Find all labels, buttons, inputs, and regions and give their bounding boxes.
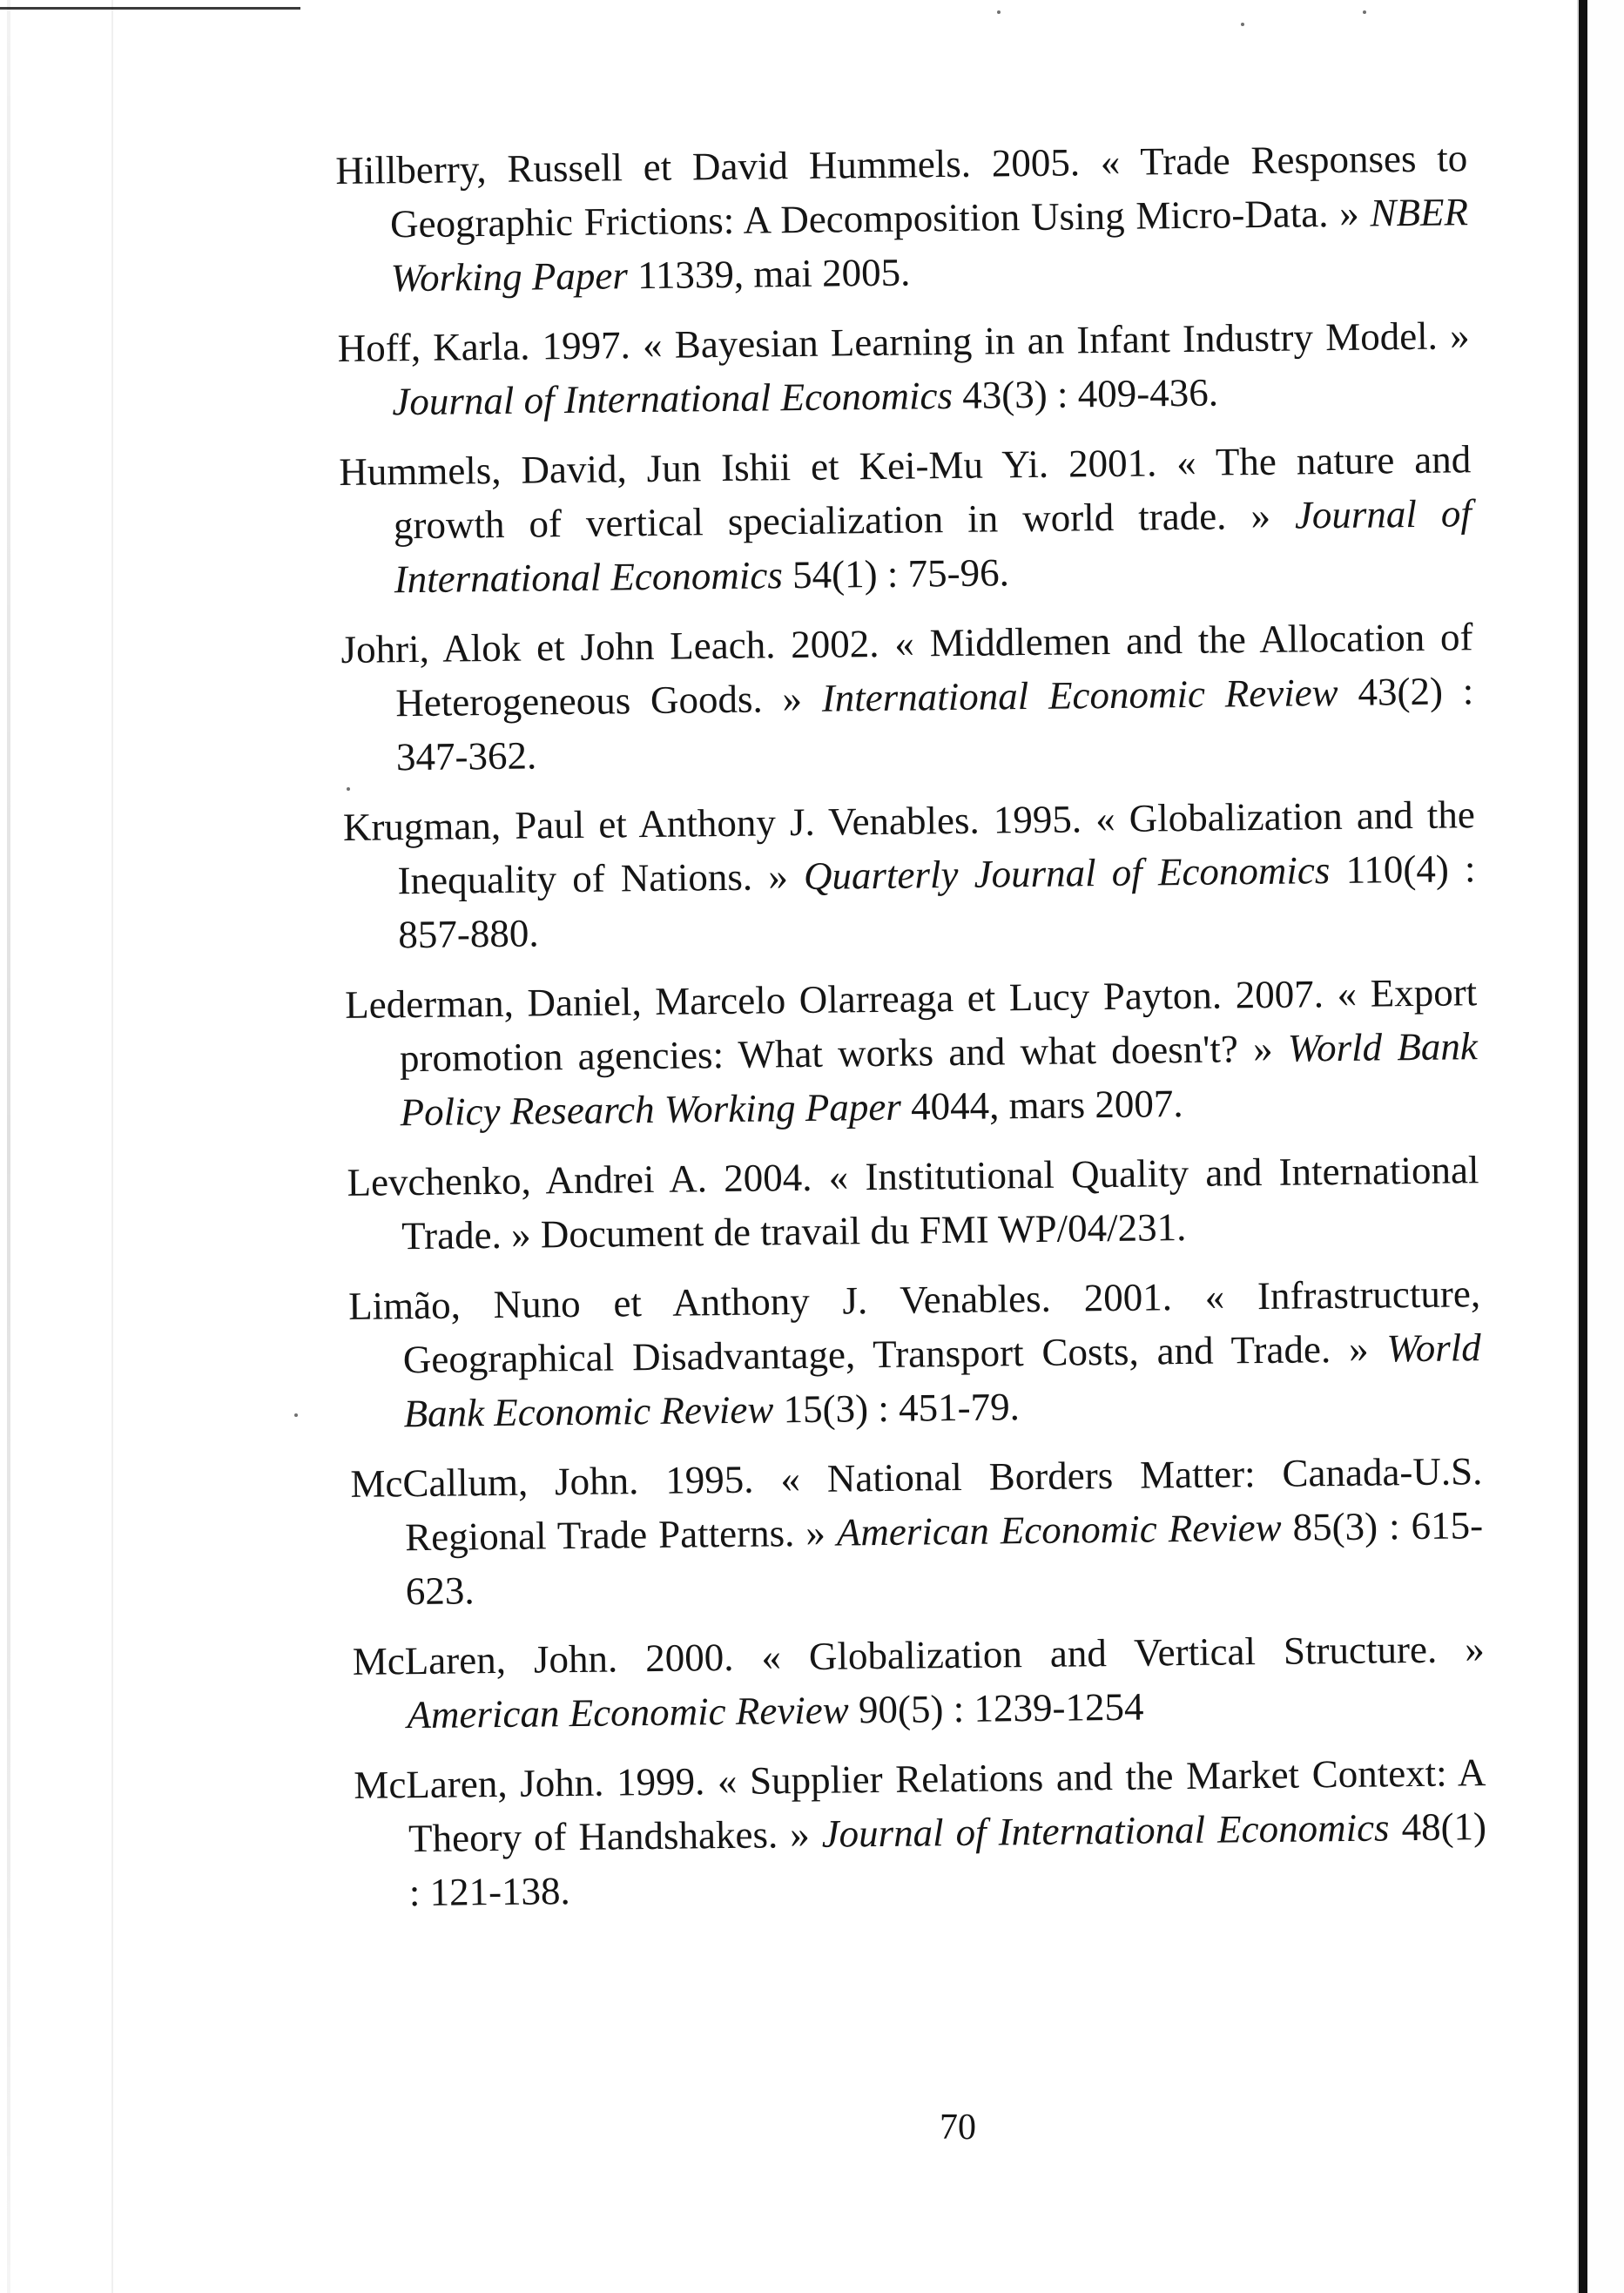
reference-entry: Johri, Alok et John Leach. 2002. « Middlemen and the Allocation of Heterogeneous Goods. » International Economic Review 43(2) : 347-362. [340, 615, 1474, 779]
reference-entry: McLaren, John. 1999. « Supplier Relations and the Market Context: A Theory of Handshakes. » Journal of International Economics 48(1) : 121-138. [354, 1750, 1487, 1915]
reference-entry: Hillberry, Russell et David Hummels. 2005. « Trade Responses to Geographic Frictions: A Decomposition Using Micro-Data. » NBER Working Paper 11339, mai 2005. [335, 136, 1469, 300]
publication-title: NBER Working Paper [390, 190, 1469, 300]
page-number: 70 [940, 2108, 976, 2148]
publication-title: World Bank Policy Research Working Paper [400, 1024, 1479, 1135]
reference-entry: Hoff, Karla. 1997. « Bayesian Learning in an Infant Industry Model. » Journal of International Economics 43(3) : 409-436. [337, 314, 1470, 424]
reference-entry: Hummels, David, Jun Ishii et Kei-Mu Yi. 2001. « The nature and growth of vertical specialization in world trade. » Journal of International Economics 54(1) : 75-96. [338, 437, 1472, 602]
reference-entry: Krugman, Paul et Anthony J. Venables. 1995. « Globalization and the Inequality of Nations. » Quarterly Journal of Economics 110(4) : 857-880. [342, 792, 1476, 957]
scan-speck [1363, 10, 1366, 14]
publication-title: American Economic Review [836, 1505, 1282, 1555]
scan-edge-top-rule [0, 7, 300, 10]
publication-title: Quarterly Journal of Economics [803, 848, 1331, 898]
scan-speck [997, 10, 1001, 14]
publication-title: American Economic Review [407, 1688, 850, 1737]
publication-title: Journal of International Economics [821, 1805, 1390, 1856]
reference-entry: McLaren, John. 2000. « Globalization and Vertical Structure. » American Economic Review 90(5) : 1239-1254 [352, 1627, 1485, 1737]
publication-title: Journal of International Economics [394, 491, 1472, 602]
publication-title: International Economic Review [821, 670, 1338, 720]
scan-speck [1241, 23, 1244, 26]
reference-entry: Limão, Nuno et Anthony J. Venables. 2001. « Infrastructure, Geographical Disadvantage, Transport Costs, and Trade. » World Bank Economic Review 15(3) : 451-79. [347, 1271, 1482, 1436]
scan-binding-shadow [7, 0, 10, 2293]
scan-right-page-edge [1579, 0, 1624, 2293]
reference-entry: McCallum, John. 1995. « National Borders Matter: Canada-U.S. Regional Trade Patterns. » American Economic Review 85(3) : 615-623. [350, 1449, 1484, 1614]
publication-title: World Bank Economic Review [403, 1325, 1482, 1436]
scan-binding-line [111, 0, 113, 2293]
scan-speck [294, 1413, 298, 1417]
reference-entry: Lederman, Daniel, Marcelo Olarreaga et Lucy Payton. 2007. « Export promotion agencies: What works and what doesn't? » World Bank Policy Research Working Paper 4044, mars 2007. [344, 970, 1479, 1135]
reference-list [335, 131, 1487, 1929]
publication-title: Journal of International Economics [392, 373, 954, 424]
reference-entry: Levchenko, Andrei A. 2004. « Institutional Quality and International Trade. » Document de travail du FMI WP/04/231. [347, 1148, 1479, 1258]
